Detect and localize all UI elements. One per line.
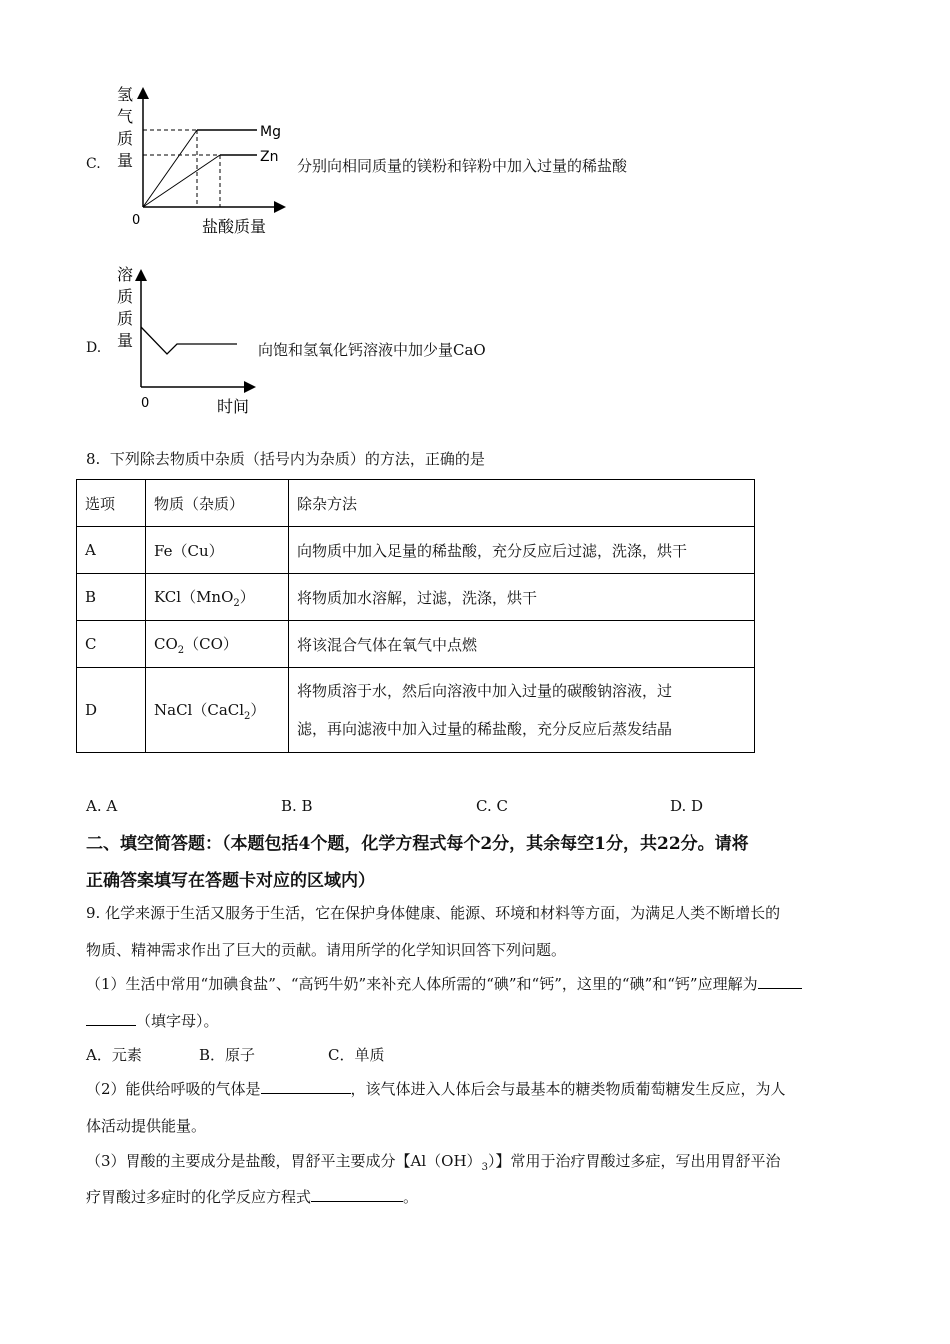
table-row: [77, 527, 755, 574]
y-axis-char: 质: [117, 287, 134, 306]
answer-blank[interactable]: [758, 974, 802, 989]
y-axis-char: 溶: [117, 265, 134, 284]
row-method: 将物质加水溶解，过滤，洗涤，烘干: [289, 574, 755, 621]
q9-part1-cont: （填字母）。: [86, 1010, 219, 1031]
q9-choice-a: A．元素: [86, 1046, 142, 1064]
answer-blank[interactable]: [261, 1079, 351, 1094]
q8-table: [76, 479, 755, 753]
header-method: 除杂方法: [289, 480, 755, 527]
q9-choice-c: C．单质: [328, 1046, 385, 1064]
q8-stem: 8. 下列除去物质中杂质（括号内为杂质）的方法，正确的是: [86, 450, 485, 468]
q9-stem-line2: 物质、精神需求作出了巨大的贡献。请用所学的化学知识回答下列问题。: [86, 941, 567, 959]
row-option: A: [77, 527, 146, 574]
solute-curve: [141, 327, 237, 354]
mg-label: Mg: [260, 124, 281, 140]
section-heading-line2: 正确答案填写在答题卡对应的区域内）: [86, 871, 375, 891]
q9-stem-line1: 9. 化学来源于生活又服务于生活，它在保护身体健康、能源、环境和材料等方面，为满足人类不断增长的: [86, 904, 781, 922]
row-method: 向物质中加入足量的稀盐酸，充分反应后过滤，洗涤，烘干: [289, 527, 755, 574]
option-c-label: C.: [86, 156, 101, 172]
row-option: B: [77, 574, 146, 621]
y-axis-char: 量: [117, 331, 134, 350]
y-axis-char: 质: [117, 129, 134, 148]
row-method: 将该混合气体在氧气中点燃: [289, 621, 755, 668]
origin-label: 0: [132, 213, 141, 228]
q9-part1: （1）生活中常用“加碘食盐”、“高钙牛奶”来补充人体所需的“碘”和“钙”，这里的“碘”和“钙”应理解为: [86, 973, 802, 994]
table-header-row: [77, 480, 755, 527]
hydrogen-mass-graph: [105, 82, 295, 242]
y-axis-char: 气: [117, 107, 134, 126]
header-substance: 物质（杂质）: [146, 480, 289, 527]
row-substance: $CO_2(CO)$: [146, 621, 289, 668]
solute-mass-graph: [105, 262, 265, 417]
x-axis-label: 时间: [217, 397, 250, 416]
section-heading-line1: 二、填空简答题：（本题包括4个题，化学方程式每个2分，其余每空1分，共22分。请将: [86, 834, 749, 854]
answer-a: A. A: [86, 797, 118, 815]
row-substance: KCl（MnO$_2$）: [146, 574, 289, 621]
row-option: D: [77, 668, 146, 753]
y-axis-char: 氢: [117, 85, 134, 104]
y-axis-char: 量: [117, 151, 134, 170]
zn-label: Zn: [260, 149, 279, 165]
header-option: 选项: [77, 480, 146, 527]
answer-b: B. B: [281, 797, 313, 815]
answer-d: D. D: [670, 797, 704, 815]
y-axis-char: 质: [117, 309, 134, 328]
option-d-label: D.: [86, 340, 102, 356]
option-d-description: 向饱和氢氧化钙溶液中加少量CaO: [258, 341, 486, 359]
zn-line: [143, 155, 220, 207]
q9-part2: （2）能供给呼吸的气体是 ，该气体进入人体后会与最基本的糖类物质葡萄糖发生反应，为人: [86, 1080, 786, 1098]
option-c-description: 分别向相同质量的镁粉和锌粉中加入过量的稀盐酸: [297, 157, 628, 175]
table-row: [77, 574, 755, 621]
q9-part2-cont: 体活动提供能量。: [86, 1117, 207, 1135]
q9-part3-cont: 疗胃酸过多症时的化学反应方程式 。: [86, 1188, 419, 1206]
answer-blank[interactable]: [311, 1187, 403, 1202]
row-option: C: [77, 621, 146, 668]
origin-label: 0: [141, 396, 150, 411]
row-substance: NaCl（CaCl$_2$）: [146, 668, 289, 753]
mg-line: [143, 130, 197, 207]
row-substance: Fe（Cu）: [146, 527, 289, 574]
table-row: [77, 668, 755, 753]
x-axis-label: 盐酸质量: [202, 217, 267, 236]
answer-c: C. C: [476, 797, 508, 815]
answer-blank[interactable]: [86, 1011, 136, 1026]
table-row: [77, 621, 755, 668]
q9-choice-b: B．原子: [199, 1046, 256, 1064]
q9-part3: （3）胃酸的主要成分是盐酸，胃舒平主要成分【$Al(OH)_3$）】常用于治疗胃酸过多症，写出用胃舒平治: [86, 1152, 781, 1173]
row-method: 将物质溶于水，然后向溶液中加入过量的碳酸钠溶液，过 滤，再向滤液中加入过量的稀盐酸，充分反应后蒸发结晶: [289, 668, 755, 753]
